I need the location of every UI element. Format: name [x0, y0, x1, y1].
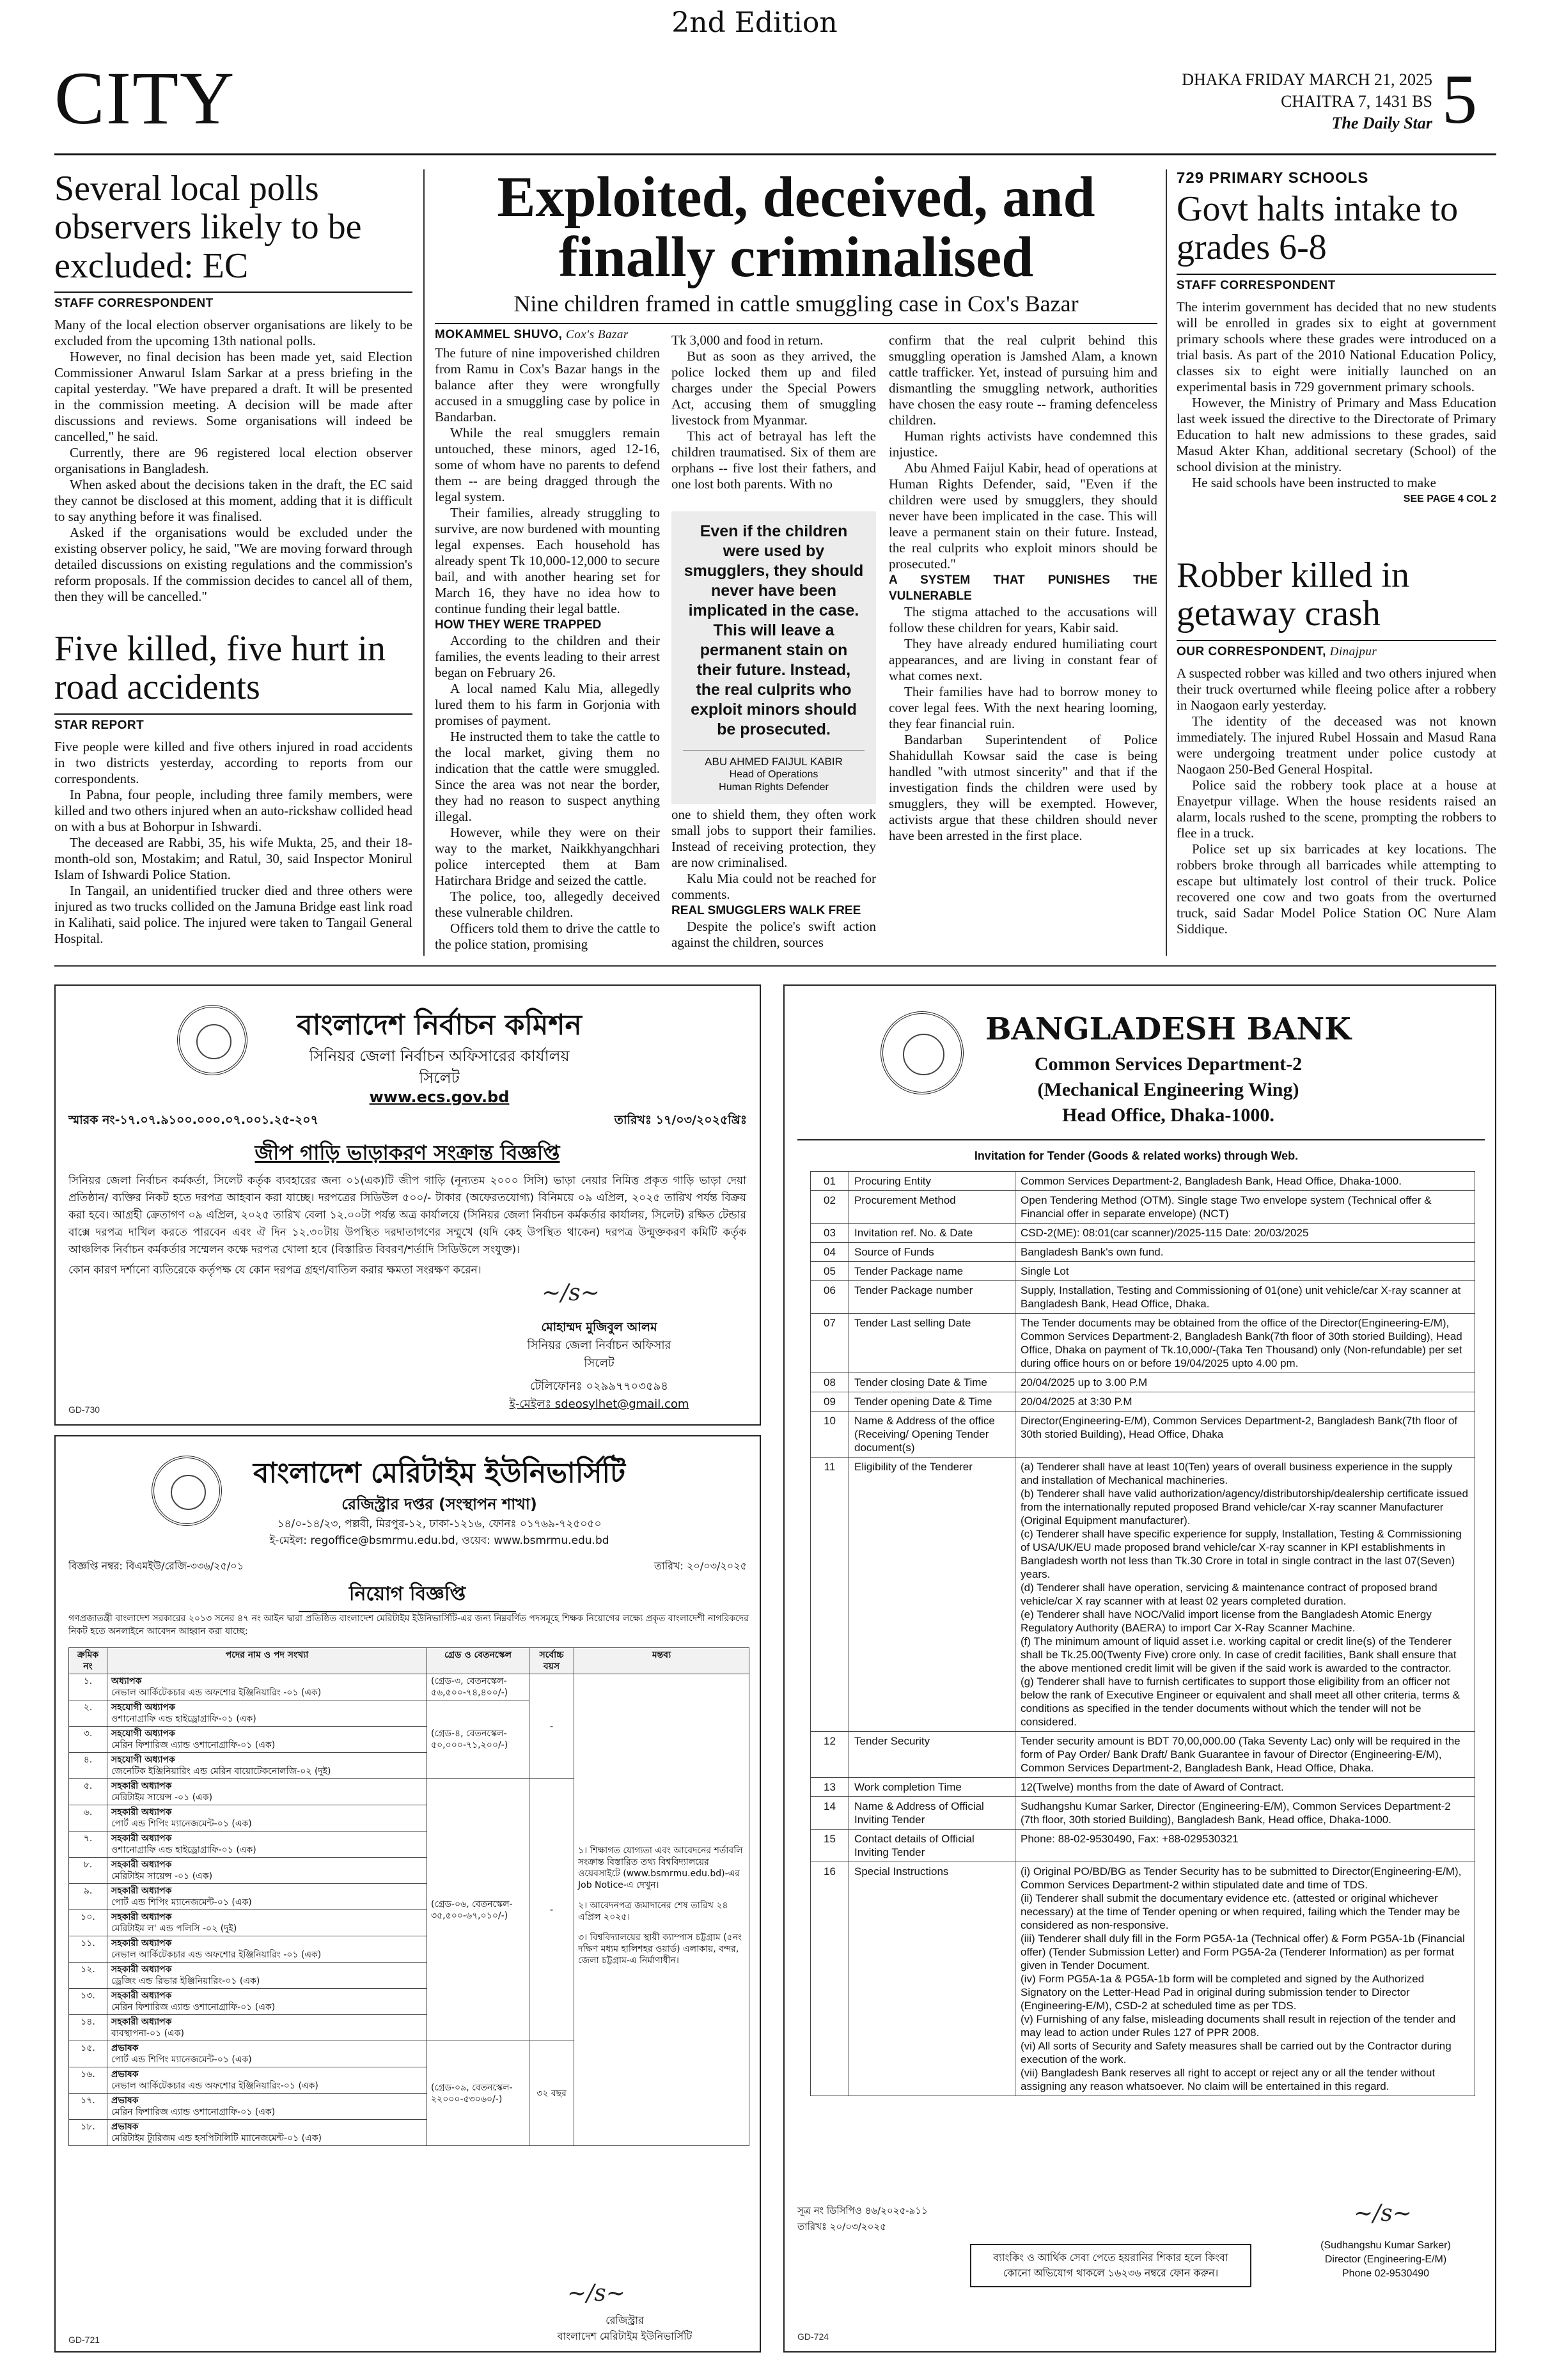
- story-robber: [1177, 556, 1496, 937]
- row-serial: ১৫.: [69, 2041, 107, 2067]
- paragraph: Five people were killed and five others injured in road accidents in two districts yesterday, according to reports from our correspondents.: [54, 738, 412, 786]
- bb-sig-phone: Phone 02-9530490: [1342, 2268, 1430, 2279]
- main-col-1: [435, 345, 660, 953]
- row-item: Special Instructions: [849, 1862, 1015, 2096]
- row-post: [107, 1805, 427, 1832]
- paragraph: When asked about the decisions taken in the draft, the EC said they cannot be disclosed at this moment, adding that it is difficult to say anything before it was finalised.: [54, 477, 412, 525]
- ad-bangladesh-bank: [783, 984, 1496, 2353]
- row-serial: ৪.: [69, 1753, 107, 1779]
- ec-designation: সিনিয়র জেলা নির্বাচন অফিসার: [527, 1339, 671, 1352]
- bb-dept: Common Services Department-2: [1034, 1054, 1303, 1075]
- ec-city: সিলেট: [419, 1069, 460, 1087]
- row-number: 05: [811, 1262, 849, 1281]
- bsmrmu-date: তারিখ: ২০/০৩/২০২৫: [654, 1560, 747, 1572]
- row-post: [107, 1700, 427, 1727]
- paragraph: Tk 3,000 and food in return.: [671, 332, 824, 348]
- post-rank: সহকারী অধ্যাপক: [111, 1912, 172, 1922]
- bsmrmu-posts-table: [68, 1647, 749, 2146]
- row-item: Contact details of Official Inviting Tender: [849, 1830, 1015, 1862]
- row-detail: Single Lot: [1015, 1262, 1475, 1281]
- bb-signature-block: [1290, 2239, 1482, 2281]
- row-post: [107, 2041, 427, 2067]
- row-detail: Phone: 88-02-9530490, Fax: +88-029530321: [1015, 1830, 1475, 1862]
- story-ec: [54, 169, 412, 605]
- paragraph: The police, too, allegedly deceived these vulnerable children.: [435, 889, 660, 920]
- th-serial: ক্রমিক নং: [69, 1648, 107, 1674]
- row-serial: ১৩.: [69, 1989, 107, 2015]
- column-rule: [423, 169, 425, 956]
- remarks-cell: [574, 1674, 749, 2146]
- post-subject: ওশানোগ্রাফি এন্ড হাইড্রোগ্রাফি-০১ (এক): [111, 1714, 256, 1724]
- bsmrmu-email-web[interactable]: ই-মেইল: regoffice@bsmrmu.edu.bd, ওয়েব: www.bsmrmu.edu.bd: [269, 1534, 609, 1547]
- post-subject: মেরিটাইম ল' এন্ড পলিসি -০২ (দুই): [111, 1924, 237, 1934]
- row-post: [107, 1674, 427, 1700]
- row-grade: -: [529, 1779, 574, 2041]
- paragraph: Bandarban Superintendent of Police Shahidullah Kowsar said the case is being handled "with utmost sincerity" and that if the investigation finds the children were used by smugglers, they will be exempted. However, activists argue that these children should never have been arrested in the first place.: [889, 732, 1157, 843]
- date-bengali: CHAITRA 7, 1431 BS: [1281, 92, 1432, 111]
- paragraph: The interim government has decided that no new students will be enrolled in grades six to eight at government primary schools where these grades were introduced on a trial basis. As part of the 2010 National Education Policy, classes six to eight were initially launched on an experimental basis in 729 government primary schools.: [1177, 299, 1496, 394]
- paragraph: Their families have had to borrow money to cover legal fees. With the next hearing looming, they fear financial ruin.: [889, 684, 1157, 731]
- byline-robber-place: Dinajpur: [1329, 644, 1377, 658]
- row-number: 03: [811, 1224, 849, 1243]
- table-row: [811, 1281, 1475, 1314]
- row-detail: Sudhangshu Kumar Sarker, Director (Engineering-E/M), Common Services Department-2 (7th floor, 30th storied Building), Bangladesh Bank, Head office, Dhaka-1000.: [1015, 1797, 1475, 1830]
- ec-website-link[interactable]: www.ecs.gov.bd: [369, 1088, 510, 1106]
- th-remarks: মন্তব্য: [574, 1648, 749, 1674]
- row-number: 09: [811, 1392, 849, 1412]
- ec-body-2: কোন কারণ দর্শানো ব্যতিরেকে কর্তৃপক্ষ যে কোন দরপত্র গ্রহণ/বাতিল করার ক্ষমতা সংরক্ষণ করেন।: [68, 1264, 481, 1277]
- row-item: Tender opening Date & Time: [849, 1392, 1015, 1412]
- story-accidents: [54, 630, 412, 947]
- post-subject: ড্রেজিং এন্ড রিভার ইঞ্জিনিয়ারিং-০১ (এক): [111, 1976, 260, 1986]
- pull-quote: [671, 511, 876, 804]
- row-item: Tender Package number: [849, 1281, 1015, 1314]
- bsmrmu-code: GD-721: [68, 2335, 100, 2345]
- ec-body: সিনিয়র জেলা নির্বাচন কর্মকর্তা, সিলেট কর্তৃক ব্যবহারের জন্য ০১(এক)টি জীপ গাড়ি (নূন্যতম ২০০০ সিসি) ভাড়া নেয়ার নিমিত্ত প্রকৃত গাড়ি ভাড়া দেয়া প্রতিষ্ঠান/ ব্যক্তির নিকট হতে দরপত্র আহবান করা যাচ্ছে। দরপত্রের সিডিউল ৫০০/- টাকার (অফেরতযোগ্য) বিনিময়ে ০৯ এপ্রিল, ২০২৫ তারিখ পর্যন্ত বিক্রয় করা হবে। আগ্রহী ক্রেতাগণ ০৯ এপ্রিল, ২০২৫ তারিখ বেলা ১২.০০টা পর্যন্ত অত্র কার্যালয়ে (সিনিয়র জেলা নির্বাচন কর্মকর্তার কার্যালয়, সিলেট) রক্ষিত টেন্ডার বাক্সে দরপত্র দাখিল করতে পারবেন এবং ঐ দিন ১২.৩০টায় উপস্থিত দরদাতাগণের সম্মুখে (যদি কেহ উপস্থিত থাকেন) দরপত্র উন্মুক্তকরণ কমিটি কর্তৃক আঞ্চলিক নির্বাচন কর্মকর্তার সম্মেলন কক্ষে দরপত্র খোলা হবে (বিস্তারিত বিবরণ/শর্তাদি সিডিউলে সংযুক্ত)।: [68, 1174, 746, 1256]
- byline-schools: STAFF CORRESPONDENT: [1177, 274, 1496, 293]
- row-detail: Director(Engineering-E/M), Common Services Department-2, Bangladesh Bank(7th floor of 30th storied Building), Head Office, Dhaka: [1015, 1412, 1475, 1458]
- post-rank: সহকারী অধ্যাপক: [111, 1938, 172, 1948]
- paragraph: Despite the police's swift action against the children, sources: [671, 919, 876, 950]
- table-row: [811, 1392, 1475, 1412]
- headline-main: Exploited, deceived, and finally criminalised: [497, 166, 1095, 289]
- paragraph: However, while they were on their way to the market, Naikkhyangchhari police intercepted them at Bam Hatirchara Bridge and seized the cattle.: [435, 825, 660, 888]
- ec-office: সিনিয়র জেলা নির্বাচন অফিসারের কার্যালয়: [309, 1047, 570, 1065]
- dateline: [1177, 69, 1432, 134]
- table-row: [811, 1172, 1475, 1191]
- bb-invitation: Invitation for Tender (Goods & related works) through Web.: [974, 1149, 1299, 1162]
- column-rule: [1166, 169, 1167, 956]
- paragraph: Officers told them to drive the cattle to the police station, promising: [435, 921, 660, 952]
- row-number: 06: [811, 1281, 849, 1314]
- post-subject: নেভাল আর্কিটেকচার এন্ড অফশোর ইঞ্জিনিয়ারিং-০১ (এক): [111, 2081, 318, 2091]
- row-number: 02: [811, 1191, 849, 1224]
- table-row: [811, 1224, 1475, 1243]
- edition-label: 2nd Edition: [671, 6, 838, 39]
- paragraph: They have already endured humiliating court appearances, and are living in constant fear of what comes next.: [889, 636, 1157, 683]
- main-col-2-bottom: [671, 807, 876, 951]
- row-number: 04: [811, 1243, 849, 1262]
- bsmrmu-address: ১৪/০-১৪/২৩, পল্লবী, মিরপুর-১২, ঢাকা-১২১৬, ফোনঃ ০১৭৬৯-৭২৫০৫০: [277, 1518, 602, 1530]
- post-subject: মেরিটাইম ট্যুরিজম এন্ড হসপিটালিটি ম্যানেজমেন্ট-০১ (এক): [111, 2133, 322, 2143]
- paper-name: The Daily Star: [1331, 114, 1432, 132]
- row-item: Procuring Entity: [849, 1172, 1015, 1191]
- bsmrmu-org-sig: বাংলাদেশ মেরিটাইম ইউনিভার্সিটি: [557, 2330, 693, 2342]
- row-post: [107, 1753, 427, 1779]
- row-number: 08: [811, 1373, 849, 1392]
- row-serial: ১৭.: [69, 2094, 107, 2120]
- ad-maritime-university: [54, 1435, 761, 2353]
- bsmrmu-signature-icon: ~/s~: [567, 2280, 625, 2306]
- row-detail: Supply, Installation, Testing and Commissioning of 01(one) unit vehicle/car X-ray scanner at Bangladesh Bank, Head Office, Dhaka.: [1015, 1281, 1475, 1314]
- row-detail: (a) Tenderer shall have at least 10(Ten) years of overall business experience in the supply and installation of Mechanical machineries. (b) Tenderer shall have valid authorization/agency/distributorship/dealership certificate issued from the internationally reputed proposed Brand vehicle/car X-ray scanner Manufacturer (Original Equipment manufacturer). (c) Tenderer shall have specific experience for supply, Installation, Testing & Commissioning of USA/UK/EU made proposed brand vehicle/car X-ray scanner in KPI establishments in Bangladesh worth not less than Tk.30 Crore in total in single contract in the last 07(Seven) years. (d) Tenderer shall have operation, servicing & maintenance contract of proposed brand vehicle/car X ray scanner with at least 02 years completed duration. (e) Tenderer shall have NOC/Valid import license from the Bangladesh Atomic Energy Regulatory Authority (BAERA) to import Car X-Ray Scanner Machine. (f) The minimum amount of liquid asset i.e. working capital or credit line(s) of the Tenderer shall be Tk.25.00(Twenty Five) crore only. In case of credit facilities, Bank shall ensure that the above mentioned credit limit will be given if the said work is awarded to the contractor. (g) Tenderer shall have to furnish certificates to support those eligibility from an officer not below the rank of Executive Engineer or equivalent and shall meet all other criteria, terms & conditions as specified in the tender documents without which the tender will not be considered.: [1015, 1458, 1475, 1732]
- subhead: HOW THEY WERE TRAPPED: [435, 618, 602, 632]
- post-subject: পোর্ট এন্ড শিপিং ম্যানেজমেন্ট-০১ (এক): [111, 1819, 252, 1829]
- row-grade: (গ্রেড-০৯, বেতনস্কেল- ২২০০০-৫৩০৬০/-): [427, 2041, 529, 2146]
- post-subject: নেভাল আর্কিটেকচার এন্ড অফশোর ইঞ্জিনিয়ারিং -০১ (এক): [111, 1950, 322, 1960]
- bsmrmu-table-wrap: [68, 1647, 749, 2146]
- bsmrmu-title: বাংলাদেশ মেরিটাইম ইউনিভার্সিটি: [253, 1457, 626, 1489]
- post-rank: সহকারী অধ্যাপক: [111, 1964, 172, 1975]
- row-serial: ৯.: [69, 1884, 107, 1910]
- paragraph: According to the children and their families, the events leading to their arrest began on February 26.: [435, 633, 660, 680]
- paragraph: The stigma attached to the accusations will follow these children for years, Kabir said.: [889, 604, 1157, 635]
- bsmrmu-signatory: রেজিস্ট্রার: [606, 2314, 644, 2326]
- post-rank: সহকারী অধ্যাপক: [111, 1860, 172, 1870]
- post-rank: সহকারী অধ্যাপক: [111, 1991, 172, 2001]
- post-rank: অধ্যাপক: [111, 1676, 142, 1686]
- remark-item: ৩। বিশ্ববিদ্যালয়ের স্থায়ী ক্যাম্পাস চট্টগ্রাম (৫নং দক্ষিণ মধ্যম হালিশহর ওয়ার্ড) এলাকায়, বন্দর, জেলা চট্টগ্রাম-এ নির্মাণাধীন।: [578, 1932, 742, 1966]
- row-detail: 20/04/2025 at 3:30 P.M: [1015, 1392, 1475, 1412]
- main-col-2-top: [671, 332, 876, 492]
- row-post: [107, 1963, 427, 1989]
- row-number: 14: [811, 1797, 849, 1830]
- ec-logo-icon: [177, 1005, 247, 1075]
- row-post: [107, 1727, 427, 1753]
- paragraph: He said schools have been instructed to make: [1192, 474, 1436, 490]
- post-rank: প্রভাষক: [111, 2043, 139, 2053]
- row-detail: (i) Original PO/BD/BG as Tender Security has to be submitted to Director(Engineering-E/M), Common Services Department-2 within stipulated date and time of TDS. (ii) Tenderer shall submit the documentary evidence etc. (attested or original whichever necessary) at the time of Tender opening or when required, failing which the Tender may be considered as non-responsive. (iii) Tenderer shall duly fill in the Form PG5A-1a (Technical offer) & Form PG5A-1b (Financial offer) (Tender Submission Letter) and Form PG5A-2a (Tenderer Information) as per format given in Tender Document. (iv) Form PG5A-1a & PG5A-1b form will be completed and signed by the Authorized Signatory on the Letter-Head Pad in original during submission tender to Director (Engineering-E/M), CSD-2 at scheduled time as per TDS. (v) Furnishing of any false, misleading documents shall result in rejection of the tender and may lead to action under Rules 127 of PPR 2008. (vi) All sorts of Security and Safety measures shall be carried out by the Contractor during execution of the work. (vii) Bangladesh Bank reserves all right to accept or reject any or all the tender without assigning any reason whatsoever. No claim will be entertained in this regard.: [1015, 1862, 1475, 2096]
- byline-main-name: MOKAMMEL SHUVO,: [435, 328, 563, 341]
- row-serial: ১৮.: [69, 2120, 107, 2146]
- headline-robber: Robber killed in getaway crash: [1177, 556, 1409, 634]
- row-serial: ১২.: [69, 1963, 107, 1989]
- row-serial: ৮.: [69, 1858, 107, 1884]
- section-title: CITY: [54, 56, 236, 140]
- post-rank: সহযোগী অধ্যাপক: [111, 1702, 175, 1713]
- row-number: 12: [811, 1732, 849, 1778]
- row-serial: ১৪.: [69, 2015, 107, 2041]
- table-row: [811, 1243, 1475, 1262]
- row-number: 11: [811, 1458, 849, 1732]
- row-serial: ২.: [69, 1700, 107, 1727]
- paragraph: But as soon as they arrived, the police locked them up and filed charges under the Special Powers Act, accusing them of smuggling livestock from Myanmar.: [671, 348, 876, 428]
- table-row: [811, 1732, 1475, 1778]
- row-number: 07: [811, 1314, 849, 1373]
- row-post: [107, 2120, 427, 2146]
- paragraph: Their families, already struggling to survive, are now burdened with mounting legal expenses. Each household has already spent Tk 10,000-12,000 to secure bail, and with another hearing set for March 16, they have no idea how to continue funding their legal battle.: [435, 505, 660, 616]
- bsmrmu-intro: গণপ্রজাতন্ত্রী বাংলাদেশ সরকারের ২০১৩ সনের ৪৭ নং আইন দ্বারা প্রতিষ্ঠিত বাংলাদেশ মেরিটাইম ইউনিভার্সিটি-এর জন্য নিম্নবর্ণিত পদসমূহে শিক্ষক নিয়োগের লক্ষ্যে প্রকৃত বাংলাদেশী নাগরিকদের নিকট হতে অনলাইনে আবেদন আহ্বান করা যাচ্ছে:: [68, 1614, 749, 1637]
- ec-sig-city: সিলেট: [584, 1357, 615, 1370]
- post-subject: ওশানোগ্রাফি এন্ড হাইড্রোগ্রাফি-০১ (এক): [111, 1845, 256, 1855]
- bb-ref-1: সূত্র নং ডিসিপিও ৪৬/২০২৫-৯১১: [797, 2205, 928, 2216]
- pull-quote-org: Human Rights Defender: [719, 782, 829, 793]
- paragraph: The deceased are Rabbi, 35, his wife Mukta, 25, and their 18-month-old son, Mostakim; and Ratul, 30, said Inspector Monirul Islam of Ishwardi Police Station.: [54, 834, 412, 882]
- post-rank: প্রভাষক: [111, 2096, 139, 2106]
- ec-email-link[interactable]: ই-মেইলঃ sdeosylhet@gmail.com: [509, 1397, 689, 1411]
- bb-logo-icon: [881, 1011, 964, 1094]
- post-rank: সহকারী অধ্যাপক: [111, 1807, 172, 1817]
- byline-ec: STAFF CORRESPONDENT: [54, 292, 412, 311]
- ec-code: GD-730: [68, 1404, 100, 1415]
- body-ec: [54, 317, 412, 605]
- row-serial: ১০.: [69, 1910, 107, 1936]
- headline-ec: Several local polls observers likely to be excluded: EC: [54, 169, 362, 286]
- bb-head-rule: [797, 1139, 1485, 1140]
- row-post: [107, 1910, 427, 1936]
- row-item: Work completion Time: [849, 1778, 1015, 1797]
- row-post: [107, 1989, 427, 2015]
- header-rule: [54, 153, 1496, 155]
- paragraph: Asked if the organisations would be excluded under the existing observer policy, he said, "We are moving forward through detailed discussions on existing regulations and the commission's reform proposals. If the commission decides to cancel all of them, then they will be cancelled.": [54, 525, 412, 605]
- story-schools: [1177, 169, 1496, 505]
- paragraph: A suspected robber was killed and two others injured when their truck overturned while fleeing police after a robbery in Naogaon early yesterday.: [1177, 665, 1496, 713]
- paragraph: In Tangail, an unidentified trucker died and three others were injured as two trucks collided on the Jamuna Bridge east link road in Kalihati, said police. The injured were taken to Tangail General Hospital.: [54, 882, 412, 946]
- row-item: Tender Security: [849, 1732, 1015, 1778]
- bb-ref-2: তারিখঃ ২০/০৩/২০২৫: [797, 2221, 886, 2232]
- pull-quote-text: Even if the children were used by smugglers, they should never have been implicated in the case. This will leave a permanent stain on their future. Instead, the real culprits who exploit minors should be prosecuted.: [684, 522, 864, 738]
- paragraph: Currently, there are 96 registered local election observer organisations in Bangladesh.: [54, 445, 412, 477]
- post-subject: মেরিন ফিশারিজ এ্যান্ড ওশানোগ্রাফি-০১ (এক): [111, 2107, 276, 2117]
- paragraph: This act of betrayal has left the children traumatised. Six of them are orphans -- five lost their fathers, and one lost both parents. With no: [671, 428, 876, 492]
- row-post: [107, 2067, 427, 2094]
- row-detail: Common Services Department-2, Bangladesh Bank, Head Office, Dhaka-1000.: [1015, 1172, 1475, 1191]
- row-post: [107, 1858, 427, 1884]
- headline-accidents: Five killed, five hurt in road accidents: [54, 629, 386, 708]
- row-serial: ৬.: [69, 1805, 107, 1832]
- row-detail: CSD-2(ME): 08:01(car scanner)/2025-115 Date: 20/03/2025: [1015, 1224, 1475, 1243]
- row-item: Procurement Method: [849, 1191, 1015, 1224]
- bb-sig-title: Director (Engineering-E/M): [1324, 2254, 1447, 2265]
- row-post: [107, 2015, 427, 2041]
- bb-signature-icon: ~/s~: [1354, 2200, 1412, 2227]
- ec-signature-icon: ~/s~: [542, 1280, 600, 1306]
- row-detail: Tender security amount is BDT 70,00,000.00 (Taka Seventy Lac) only will be required in the form of Pay Order/ Bank Draft/ Bank Guarantee in favour of Director (Engineering-E/M), Common Services Department-2, Bangladesh Bank, Head Office, Dhaka.: [1015, 1732, 1475, 1778]
- post-rank: সহযোগী অধ্যাপক: [111, 1755, 175, 1765]
- kicker-schools: 729 PRIMARY SCHOOLS: [1177, 169, 1369, 187]
- main-col-2-bottom-text: [671, 807, 876, 951]
- table-row: [811, 1458, 1475, 1732]
- bb-sig-name: (Sudhangshu Kumar Sarker): [1320, 2240, 1451, 2251]
- row-item: Name & Address of the office (Receiving/ Opening Tender document(s): [849, 1412, 1015, 1458]
- main-col-1-text: [435, 345, 660, 953]
- row-post: [107, 1884, 427, 1910]
- row-item: Invitation ref. No. & Date: [849, 1224, 1015, 1243]
- byline-robber-name: OUR CORRESPONDENT,: [1177, 644, 1326, 658]
- post-subject: পোর্ট এন্ড শিপিং ম্যানেজমেন্ট-০১ (এক): [111, 2055, 252, 2065]
- post-subject: জেনেটিক ইঞ্জিনিয়ারিং এন্ড মেরিন বায়োটেকনোলজি-০২ (দুই): [111, 1766, 331, 1777]
- main-col-3-text: [889, 332, 1157, 844]
- table-row: [811, 1830, 1475, 1862]
- headline-schools: Govt halts intake to grades 6-8: [1177, 189, 1459, 268]
- byline-main-place: Cox's Bazar: [566, 328, 629, 341]
- paragraph: The future of nine impoverished children from Ramu in Cox's Bazar hangs in the balance after they were wrongfully accused in a smuggling case by police in Bandarban.: [435, 345, 660, 424]
- post-rank: সহকারী অধ্যাপক: [111, 1781, 172, 1791]
- story-main-head: [435, 167, 1157, 316]
- paragraph: Abu Ahmed Faijul Kabir, head of operations at Human Rights Defender, said, "Even if the children were used by smugglers, they should never have been implicated in the case. This will leave a permanent stain on their future. Instead, the real culprits who exploit minors should be prosecuted.": [889, 460, 1157, 572]
- paragraph: Human rights activists have condemned this injustice.: [889, 428, 1157, 460]
- th-grade: গ্রেড ও বেতনস্কেল: [427, 1648, 529, 1674]
- post-subject: নেভাল আর্কিটেকচার এন্ড অফশোর ইঞ্জিনিয়ারিং -০১ (এক): [111, 1688, 322, 1698]
- bb-code: GD-724: [797, 2331, 829, 2342]
- table-row: [811, 1412, 1475, 1458]
- bb-tender-table: [810, 1171, 1475, 2096]
- row-number: 15: [811, 1830, 849, 1862]
- paragraph: Kalu Mia could not be reached for comments.: [671, 871, 876, 902]
- row-serial: ১১.: [69, 1936, 107, 1963]
- subhead: REAL SMUGGLERS WALK FREE: [671, 904, 861, 917]
- row-serial: ৩.: [69, 1727, 107, 1753]
- row-detail: 12(Twelve) months from the date of Award of Contract.: [1015, 1778, 1475, 1797]
- byline-robber: [1177, 640, 1496, 659]
- page-number: 5: [1442, 60, 1477, 138]
- ec-phone: টেলিফোনঃ ০২৯৯৭৭০৩৫৯৪: [530, 1380, 668, 1393]
- body-schools: [1177, 299, 1496, 491]
- table-row: [811, 1797, 1475, 1830]
- paragraph: In Pabna, four people, including three family members, were killed and two others injured when an auto-rickshaw collided head on with a bus at Bohorpur in Ishwardi.: [54, 786, 412, 834]
- ec-date: তারিখঃ ১৭/০৩/২০২৫খ্রিঃ: [614, 1113, 747, 1127]
- body-robber: [1177, 665, 1496, 937]
- bb-wing: (Mechanical Engineering Wing): [1037, 1079, 1299, 1100]
- table-row: [811, 1373, 1475, 1392]
- ec-notice-title: জীপ গাড়ি ভাড়াকরণ সংক্রান্ত বিজ্ঞপ্তি: [254, 1140, 560, 1165]
- row-item: Tender Last selling Date: [849, 1314, 1015, 1373]
- bb-title: BANGLADESH BANK: [985, 1011, 1351, 1047]
- paragraph: Police said the robbery took place at a house at Enayetpur village. When the house residents raised an alarm, locals rushed to the scene, prompting the robbers to flee in a truck.: [1177, 777, 1496, 841]
- bsmrmu-memo: বিজ্ঞপ্তি নম্বর: বিএমইউ/রেজি-৩৩৬/২৫/০১: [68, 1560, 244, 1572]
- paragraph: However, the Ministry of Primary and Mass Education last week issued the directive to the Directorate of Primary Education to halt new admissions to these grades, said Masud Akter Khan, additional secretary (School) of the school division at the ministry.: [1177, 394, 1496, 474]
- row-post: [107, 1936, 427, 1963]
- pull-quote-author: ABU AHMED FAIJUL KABIR: [683, 750, 865, 768]
- row-detail: 20/04/2025 up to 3.00 P.M: [1015, 1373, 1475, 1392]
- post-rank: সহকারী অধ্যাপক: [111, 1833, 172, 1844]
- row-number: 16: [811, 1862, 849, 2096]
- table-row: [811, 1191, 1475, 1224]
- paragraph: However, no final decision has been made yet, said Election Commissioner Anwarul Islam Sarkar at a press briefing in the capital yesterday. "We have prepared a draft. It will be presented in the commission meeting. A decision will be made after discussions and reviews. Some organisations will indeed be cancelled," he said.: [54, 349, 412, 445]
- body-accidents: [54, 739, 412, 947]
- post-subject: মেরিন ফিশারিজ এ্যান্ড ওশানোগ্রাফি-০১ (এক): [111, 1740, 276, 1750]
- remark-item: ১। শিক্ষাগত যোগ্যতা এবং আবেদনের শর্তাবলি সংক্রান্ত বিস্তারিত তথ্য বিশ্ববিদ্যালয়ের ওয়েবসাইটে (www.bsmrmu.edu.bd)-এর Job Notice-এ দেখুন।: [578, 1845, 743, 1890]
- bb-helpline-box: ব্যাংকিং ও আর্থিক সেবা পেতে হয়রানির শিকার হলে কিংবা কোনো অভিযোগ থাকলে ১৬২৩৬ নম্বরে ফোন করুন।: [970, 2244, 1251, 2287]
- row-grade: -: [529, 1674, 574, 1779]
- bb-office: Head Office, Dhaka-1000.: [1062, 1105, 1274, 1126]
- row-number: 01: [811, 1172, 849, 1191]
- post-subject: ব্যবস্থাপনা-০১ (এক): [111, 2028, 184, 2039]
- row-item: Name & Address of Official Inviting Tender: [849, 1797, 1015, 1830]
- row-grade: ৩২ বছর: [529, 2041, 574, 2146]
- paragraph: Many of the local election observer organisations are likely to be excluded from the upcoming 13th national polls.: [54, 317, 412, 349]
- table-row: [811, 1262, 1475, 1281]
- post-rank: সহকারী অধ্যাপক: [111, 1886, 172, 1896]
- paragraph: The identity of the deceased was not known immediately. The injured Rubel Hossain and Masud Rana were undergoing treatment under police custody at Naogaon 250-Bed General Hospital.: [1177, 713, 1496, 777]
- paragraph: Police set up six barricades at key locations. The robbers broke through all barricades while attempting to escape but ultimately lost control of their truck. Police recovered one cow and two goats from the overturned truck, said Sadar Model Police Station OC Nure Alam Siddique.: [1177, 841, 1496, 937]
- ec-title: বাংলাদেশ নির্বাচন কমিশন: [297, 1009, 582, 1041]
- post-rank: প্রভাষক: [111, 2069, 139, 2080]
- ec-signatory: মোহাম্মদ মুজিবুল আলম: [541, 1320, 657, 1334]
- row-post: [107, 1832, 427, 1858]
- subhead-main: Nine children framed in cattle smuggling case in Cox's Bazar: [513, 291, 1079, 316]
- paragraph: confirm that the real culprit behind this smuggling operation is Jamshed Alam, a known cattle trafficker. Yet, instead of pursuing him and dismantling the smuggling network, authorities have chosen the easy route -- framing defenceless children.: [889, 332, 1157, 428]
- table-row: [811, 1862, 1475, 2096]
- main-col-2-top-text: [671, 332, 876, 492]
- remark-item: ২। আবেদনপত্র জমাদানের শেষ তারিখ ২৪ এপ্রিল ২০২৫।: [578, 1900, 728, 1922]
- paragraph: He instructed them to take the cattle to the local market, giving them no indication that the cattle were smuggled. Since the area was not near the border, they had no reason to suspect anything illegal.: [435, 729, 660, 824]
- date-gregorian: DHAKA FRIDAY MARCH 21, 2025: [1182, 70, 1432, 89]
- bb-table-wrap: [810, 1171, 1475, 2096]
- table-row: [69, 1674, 749, 1700]
- row-detail: Open Tendering Method (OTM). Single stage Two envelope system (Technical offer & Financial offer in separate envelope) (NCT): [1015, 1191, 1475, 1224]
- post-rank: প্রভাষক: [111, 2122, 139, 2132]
- post-subject: মেরিটাইম সায়েন্স -০১ (এক): [111, 1793, 213, 1803]
- row-grade: (গ্রেড-০৬, বেতনস্কেল- ৩৫,৫০০-৬৭,০১০/-): [427, 1779, 529, 2041]
- row-serial: ৫.: [69, 1779, 107, 1805]
- th-post: পদের নাম ও পদ সংখ্যা: [107, 1648, 427, 1674]
- row-item: Eligibility of the Tenderer: [849, 1458, 1015, 1732]
- row-detail: The Tender documents may be obtained from the office of the Director(Engineering-E/M), Common Services Department-2, Bangladesh Bank(7th floor of 30th storied Building), Head Office, Dhaka on payment of Tk.10,000/-(Taka Ten Thousand) only (Non-refundable) per set during office hours on or before 19/04/2025 upto 4.00 pm.: [1015, 1314, 1475, 1373]
- bsmrmu-table-header: [69, 1648, 749, 1674]
- th-age: সর্বোচ্চ বয়স: [529, 1648, 574, 1674]
- post-rank: সহকারী অধ্যাপক: [111, 2017, 172, 2027]
- pull-quote-role: Head of Operations: [729, 769, 818, 780]
- row-number: 10: [811, 1412, 849, 1458]
- post-subject: মেরিন ফিশারিজ এ্যান্ড ওশানোগ্রাফি-০১ (এক): [111, 2002, 276, 2012]
- table-row: [811, 1314, 1475, 1373]
- main-col-3: [889, 332, 1157, 844]
- paragraph: one to shield them, they often work small jobs to support their families. Instead of receiving protection, they are now criminalised.: [671, 807, 876, 870]
- row-item: Tender Package name: [849, 1262, 1015, 1281]
- ads-rule: [54, 965, 1496, 967]
- bsmrmu-notice-title: নিয়োগ বিজ্ঞপ্তি: [299, 1578, 516, 1612]
- row-item: Source of Funds: [849, 1243, 1015, 1262]
- row-grade: (গ্রেড-৩, বেতনস্কেল- ৫৬,৫০০-৭৪,৪০০/-): [427, 1674, 529, 1700]
- row-post: [107, 2094, 427, 2120]
- row-serial: ১.: [69, 1674, 107, 1700]
- row-serial: ১৬.: [69, 2067, 107, 2094]
- row-post: [107, 1779, 427, 1805]
- byline-accidents: STAR REPORT: [54, 713, 412, 733]
- see-page-link[interactable]: SEE PAGE 4 COL 2: [1403, 493, 1496, 504]
- ec-memo: স্মারক নং-১৭.০৭.৯১০০.০০০.০৭.০০১.২৫-২০৭: [68, 1113, 318, 1127]
- row-number: 13: [811, 1778, 849, 1797]
- row-grade: (গ্রেড-৪, বেতনস্কেল- ৫০,০০০-৭১,২০০/-): [427, 1700, 529, 1779]
- row-detail: Bangladesh Bank's own fund.: [1015, 1243, 1475, 1262]
- post-subject: পোর্ট এন্ড শিপিং ম্যানেজমেন্ট-০১ (এক): [111, 1897, 252, 1908]
- row-serial: ৭.: [69, 1832, 107, 1858]
- bsmrmu-office: রেজিস্ট্রার দপ্তর (সংস্থাপন শাখা): [341, 1495, 537, 1513]
- post-rank: সহযোগী অধ্যাপক: [111, 1729, 175, 1739]
- ad-election-commission: [54, 984, 761, 1426]
- post-subject: মেরিটাইম সায়েন্স -০১ (এক): [111, 1871, 213, 1881]
- row-item: Tender closing Date & Time: [849, 1373, 1015, 1392]
- subhead: A SYSTEM THAT PUNISHES THE VULNERABLE: [889, 573, 1157, 603]
- paragraph: A local named Kalu Mia, allegedly lured them to his farm in Gorjonia with promises of payment.: [435, 681, 660, 728]
- paragraph: While the real smugglers remain untouched, these minors, aged 12-16, some of whom have no parents to defend them -- are being dragged through the legal system.: [435, 425, 660, 504]
- table-row: [811, 1778, 1475, 1797]
